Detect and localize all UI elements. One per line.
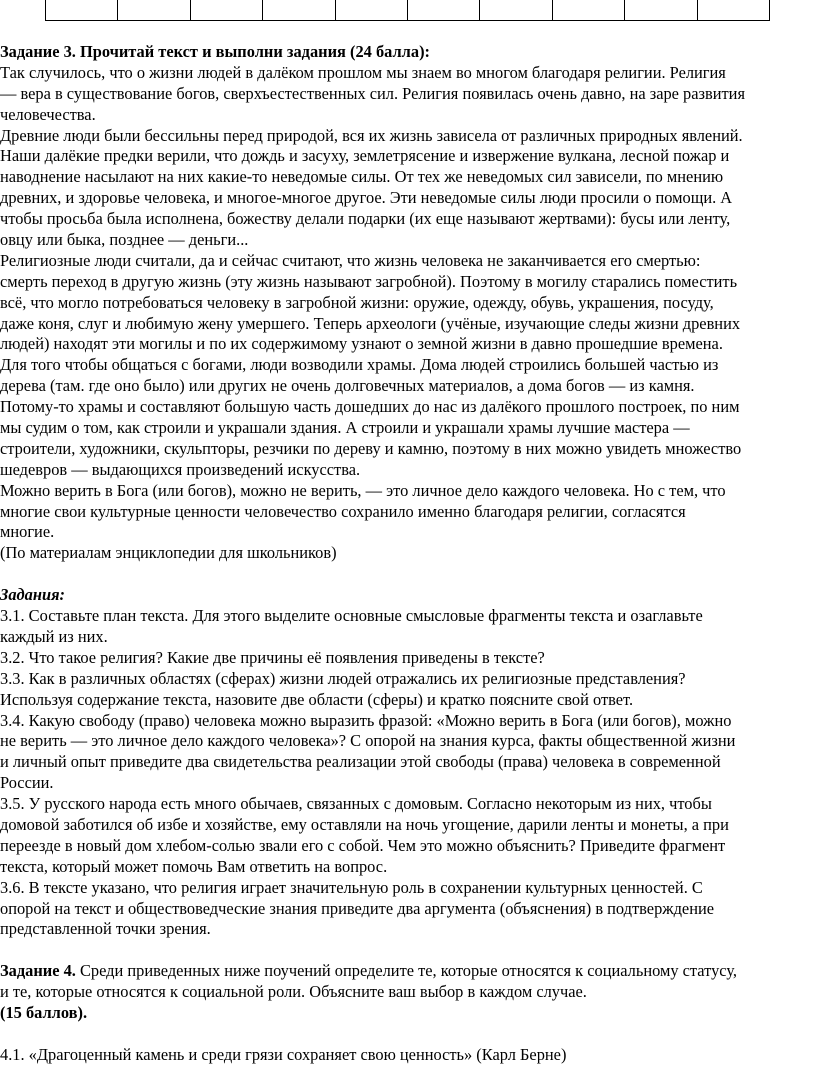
text-line: строители, художники, скульпторы, резчики по дереву и камню, поэтому в них можно увидеть множество <box>0 438 742 458</box>
text-line: даже коня, слуг и любимую жену умершего. Теперь археологи (учёные, изучающие следы жизни древних <box>0 313 741 333</box>
task-line: не верить — это личное дело каждого человека»? С опорой на знания курса, факты общественной жизни <box>0 731 736 751</box>
text-line: древних, и здоровье человека, и многое-многое другое. Эти неведомые силы люди просили о помощи. А <box>0 188 733 208</box>
task-line: 3.5. У русского народа есть много обычаев, связанных с домовым. Согласно некоторым из них, чтобы <box>0 794 712 814</box>
document-body <box>0 42 816 1066</box>
task-line: 3.4. Какую свободу (право) человека можно выразить фразой: «Можно верить в Бога (или богов), можно <box>0 710 732 730</box>
spacer <box>0 564 816 585</box>
answer-grid-row <box>46 0 770 21</box>
source-note: (По материалам энциклопедии для школьников) <box>0 543 337 563</box>
tasks-heading-text: Задания: <box>0 585 65 605</box>
task-line: и личный опыт приведите два свидетельства реализации этой свободы (права) человека в современной <box>0 752 721 772</box>
text-line: Древние люди были бессильны перед природой, вся их жизнь зависела от различных природных явлений. <box>0 125 743 145</box>
answer-grid <box>45 0 770 21</box>
answer-grid-cell[interactable] <box>625 0 697 21</box>
text-line: человечества. <box>0 104 96 124</box>
task-line: опорой на текст и обществоведческие знания приведите два аргумента (объяснения) в подтверждение <box>0 898 715 918</box>
text-line: людей) находят эти могилы и по их содержимому узнают о земной жизни в давно прошедшие времена. <box>0 334 723 354</box>
text-line: мы судим о том, как строили и украшали здания. А строили и украшали храмы лучшие мастера — <box>0 418 690 438</box>
text-line: Религиозные люди считали, да и сейчас считают, что жизнь человека не заканчивается его смертью: <box>0 250 701 270</box>
task-line: 3.3. Как в различных областях (сферах) жизни людей отражались их религиозные представления? <box>0 668 686 688</box>
spacer <box>0 1024 816 1045</box>
task-line: 3.6. В тексте указано, что религия играет значительную роль в сохранении культурных ценностей. С <box>0 877 703 897</box>
answer-grid-cell[interactable] <box>118 0 190 21</box>
answer-grid-cell[interactable] <box>46 0 118 21</box>
text-line: смерть переход в другую жизнь (эту жизнь называют загробной). Поэтому в могилу старались поместить <box>0 271 738 291</box>
text-line: — вера в существование богов, сверхъестественных сил. Религия появилась очень давно, на заре развития <box>0 83 745 103</box>
task3-heading: Задание 3. Прочитай текст и выполни задания (24 балла): <box>0 42 430 61</box>
task-line: 3.2. Что такое религия? Какие две причины её появления приведены в тексте? <box>0 647 545 667</box>
task4-intro <box>0 961 816 982</box>
text-line: наводнение насылают на них какие-то неведомые силы. От тех же неведомых сил зависели, по мнению <box>0 167 724 187</box>
text-line: овцу или быка, позднее — деньги... <box>0 230 249 250</box>
text-line: Потому-то храмы и составляют большую часть дошедших до нас из далёкого прошлого построек, по ним <box>0 397 740 417</box>
task-line: каждый из них. <box>0 626 108 646</box>
text-line: шедевров — выдающихся произведений искусства. <box>0 459 361 479</box>
text-line: Можно верить в Бога (или богов), можно не верить, — это личное дело каждого человека. Но с тем, что <box>0 480 726 500</box>
answer-grid-cell[interactable] <box>190 0 262 21</box>
tasks-heading <box>0 585 816 606</box>
task-line: домовой заботился об избе и хозяйстве, ему оставляли на ночь угощение, дарили ленты и монеты, а при <box>0 814 729 834</box>
text-line: всё, что могло потребоваться человеку в загробной жизни: оружие, одежду, обувь, украшения, посуду, <box>0 292 714 312</box>
text-line: дерева (там. где оно было) или других не очень долговечных материалов, а дома богов — из камня. <box>0 376 695 396</box>
task4-line: и те, которые относятся к социальной роли. Объясните ваш выбор в каждом случае. <box>0 982 587 1002</box>
task4-heading: Задание 4. <box>0 961 76 981</box>
task4-item: 4.1. «Драгоценный камень и среди грязи сохраняет свою ценность» (Карл Берне) <box>0 1044 567 1064</box>
answer-grid-cell[interactable] <box>480 0 552 21</box>
text-line: Так случилось, что о жизни людей в далёком прошлом мы знаем во многом благодаря религии. Религия <box>0 62 726 82</box>
task-line: России. <box>0 773 54 793</box>
task-line: Используя содержание текста, назовите две области (сферы) и кратко поясните свой ответ. <box>0 689 634 709</box>
text-line: многие свои культурные ценности человечество сохранило именно благодаря религии, согласятся <box>0 501 686 521</box>
text-line: Наши далёкие предки верили, что дождь и засуху, землетрясение и извержение вулкана, лесной пожар и <box>0 146 730 166</box>
text-line: чтобы просьба была исполнена, божеству делали подарки (их еще называют жертвами): бусы или ленту, <box>0 209 731 229</box>
text-line: многие. <box>0 522 55 542</box>
task-line: переезде в новый дом хлебом-солью звали его с собой. Чем это можно объяснить? Приведите фрагмент <box>0 835 726 855</box>
task4-points: (15 баллов). <box>0 1002 88 1022</box>
answer-grid-cell[interactable] <box>263 0 335 21</box>
answer-grid-cell[interactable] <box>552 0 624 21</box>
answer-grid-cell[interactable] <box>335 0 407 21</box>
task-line: 3.1. Составьте план текста. Для этого выделите основные смысловые фрагменты текста и озаглавьте <box>0 606 703 626</box>
answer-grid-cell[interactable] <box>697 0 769 21</box>
task-line: представленной точки зрения. <box>0 919 211 939</box>
spacer <box>0 940 816 961</box>
task4-intro-text: Среди приведенных ниже поучений определите те, которые относятся к социальному статусу, <box>75 961 737 981</box>
answer-grid-cell[interactable] <box>407 0 479 21</box>
task-line: текста, который может помочь Вам ответить на вопрос. <box>0 856 388 876</box>
text-line: Для того чтобы общаться с богами, люди возводили храмы. Дома людей строились большей частью из <box>0 355 719 375</box>
